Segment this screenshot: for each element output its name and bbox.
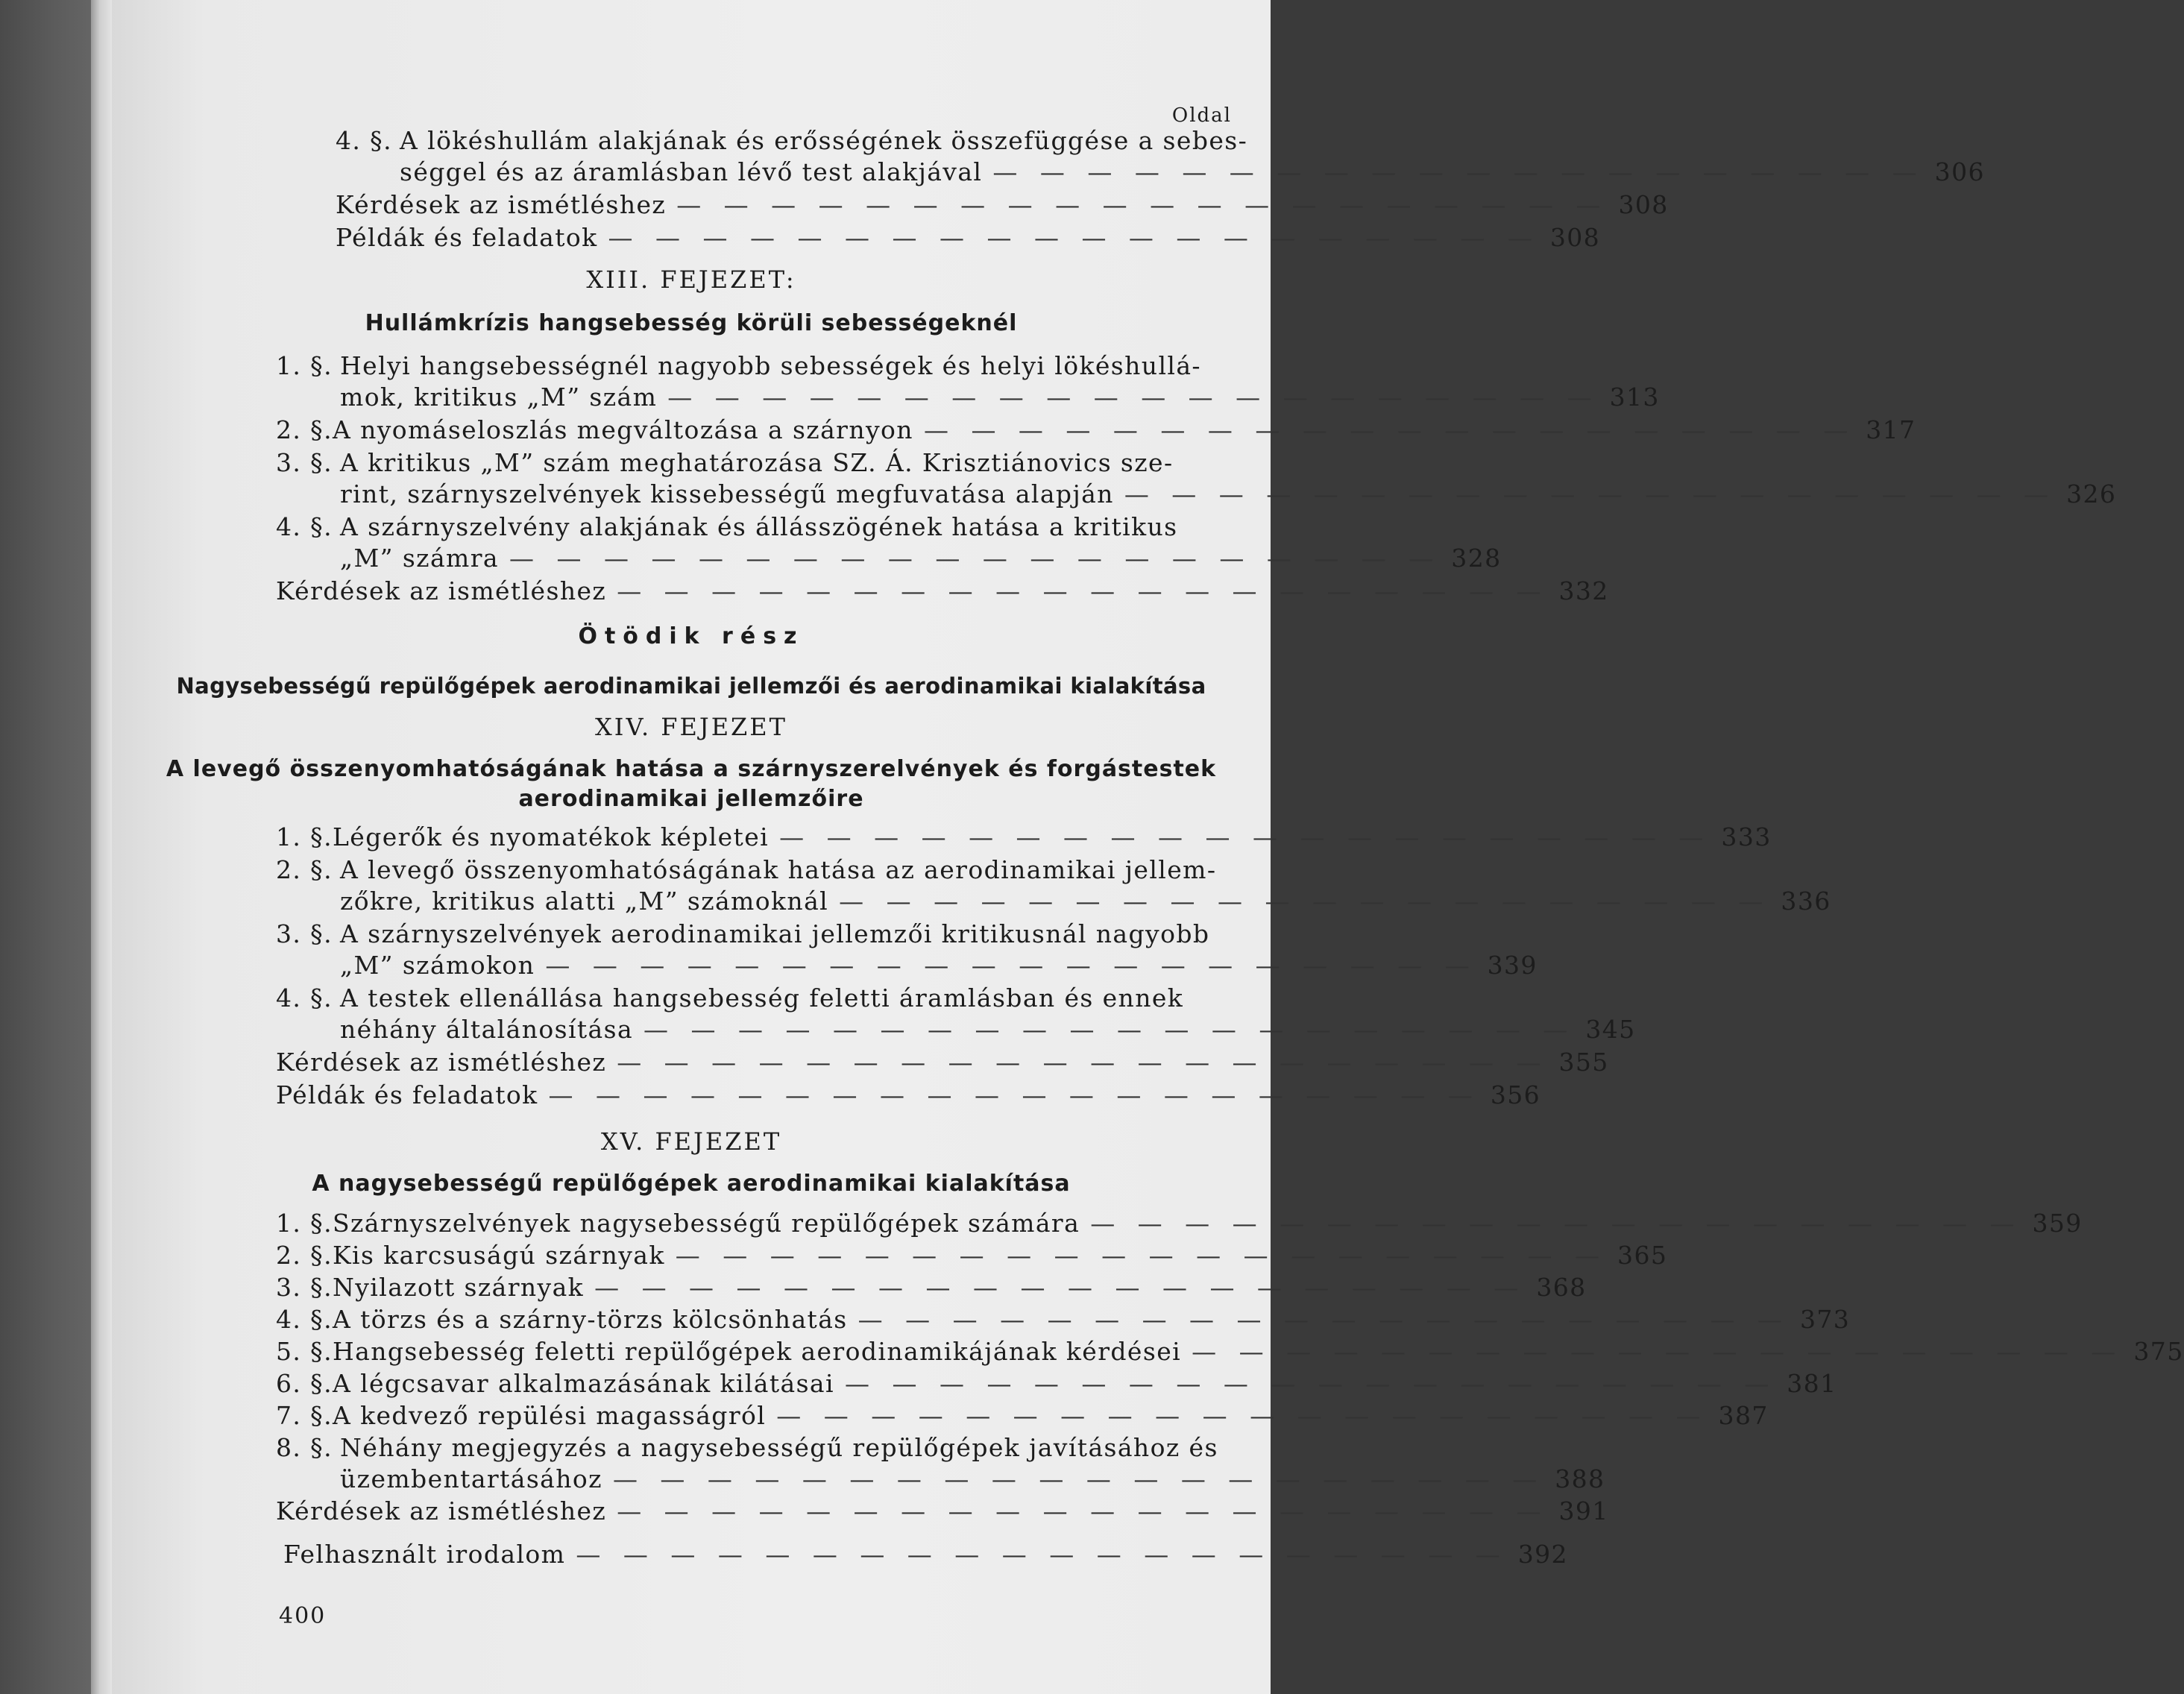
toc-entry <box>276 1496 1609 1527</box>
chapter-13-label: XIII. FEJEZET: <box>586 265 796 294</box>
toc-entry-text: Légerők és nyomatékok képletei <box>332 822 770 851</box>
toc-page-number: 355 <box>1558 1048 1609 1077</box>
chapter-15-label: XV. FEJEZET <box>600 1127 782 1156</box>
chapter-13-title: Hullámkrízis hangsebesség körüli sebességeknél <box>365 310 1018 336</box>
leader-dashes: — — — — — — — — — — — — — — — — — — — — <box>992 157 1925 186</box>
toc-entry-text: A lökéshullám alakjának és erősségének összefüggése a sebes- <box>400 126 1248 155</box>
leader-dashes: — — — — — — — — — — — — — — — — — — — — <box>509 544 1441 573</box>
toc-page-number: 336 <box>1781 887 1831 916</box>
toc-entry <box>276 1240 1668 1271</box>
toc-section-number: 3. §. <box>276 919 333 948</box>
toc-entry-text: Kérdések az ismétléshez <box>276 576 607 605</box>
toc-entry <box>276 1368 1837 1399</box>
leader-dashes: — — — — — — — — — — — — — — — — — — — — <box>923 415 1856 444</box>
leader-dashes: — — — — — — — — — — — — — — — — — — — — <box>675 1241 1608 1270</box>
toc-entry-text: A szárnyszelvények aerodinamikai jellemzői kritikusnál nagyobb <box>340 919 1210 948</box>
toc-entry-text: „M” számokon <box>340 951 535 980</box>
toc-section-number: 7. §. <box>276 1401 333 1430</box>
toc-page-number: 359 <box>2032 1209 2083 1238</box>
toc-entry-text: „M” számra <box>340 544 499 573</box>
chapter-14-title-line2: aerodinamikai jellemzőire <box>518 786 864 812</box>
page-number-footer: 400 <box>279 1603 327 1629</box>
part-5-label: Ötödik rész <box>578 623 805 649</box>
toc-entry-text: Kérdések az ismétléshez <box>276 1496 607 1525</box>
chapter-15-title: A nagysebességű repülőgépek aerodinamikai kialakítása <box>312 1171 1071 1197</box>
leader-dashes: — — — — — — — — — — — — — — — — — — — — <box>779 822 1711 851</box>
toc-entry-text: A nyomáseloszlás megváltozása a szárnyon <box>332 415 913 444</box>
toc-entry <box>276 511 1502 574</box>
toc-entry-text: A törzs és a szárny-törzs kölcsönhatás <box>332 1305 848 1334</box>
toc-entry <box>276 1400 1769 1432</box>
toc-entry <box>276 1047 1609 1078</box>
toc-entry-text: rint, szárnyszelvények kissebességű megfuvatása alapján <box>340 479 1114 508</box>
toc-entry-text: Kis karcsuságú szárnyak <box>332 1241 665 1270</box>
toc-entry <box>276 1080 1541 1111</box>
leader-dashes: — — — — — — — — — — — — — — — — — — — — <box>617 576 1549 605</box>
toc-entry-text: üzembentartásához <box>340 1464 602 1493</box>
toc-entry <box>276 1432 1605 1495</box>
leader-dashes: — — — — — — — — — — — — — — — — — — — — <box>548 1080 1480 1109</box>
toc-entry-text: A kedvező repülési magasságról <box>332 1401 767 1430</box>
toc-page-number: 356 <box>1490 1080 1541 1109</box>
leader-dashes: — — — — — — — — — — — — — — — — — — — — <box>617 1048 1549 1077</box>
toc-section-number: 4. §. <box>276 512 333 541</box>
toc-entry <box>276 1208 2083 1239</box>
leader-dashes: — — — — — — — — — — — — — — — — — — — — <box>1090 1209 2022 1238</box>
toc-entry-text: Szárnyszelvények nagysebességű repülőgépek számára <box>332 1209 1080 1238</box>
toc-entry-text: mok, kritikus „M” szám <box>340 382 658 412</box>
toc-section-number: 1. §. <box>276 1209 333 1238</box>
toc-entry <box>276 350 1660 413</box>
toc-page-number: 345 <box>1585 1015 1636 1044</box>
leader-dashes: — — — — — — — — — — — — — — — — — — — — <box>1124 479 2056 508</box>
leader-dashes: — — — — — — — — — — — — — — — — — — — — <box>643 1015 1576 1044</box>
toc-section-number: 3. §. <box>276 1273 333 1302</box>
toc-page-number: 368 <box>1536 1273 1587 1302</box>
toc-page-number: 326 <box>2066 479 2117 508</box>
chapter-14-title-line1: A levegő összenyomhatóságának hatása a szárnyszerelvények és forgástestek <box>166 756 1217 782</box>
leader-dashes: — — — — — — — — — — — — — — — — — — — — <box>839 887 1771 916</box>
toc-page-number: 373 <box>1799 1305 1851 1334</box>
toc-entry-text: A kritikus „M” szám meghatározása SZ. Á. Krisztiánovics sze- <box>340 448 1174 477</box>
toc-entry <box>276 1304 1851 1335</box>
part-5-title: Nagysebességű repülőgépek aerodinamikai jellemzői és aerodinamikai kialakítása <box>176 673 1206 699</box>
toc-page-number: 333 <box>1721 822 1772 851</box>
leader-dashes: — — — — — — — — — — — — — — — — — — — — <box>617 1496 1549 1525</box>
toc-page-number: 381 <box>1787 1369 1837 1398</box>
leader-dashes: — — — — — — — — — — — — — — — — — — — — <box>608 223 1540 252</box>
toc-entry <box>336 125 1985 188</box>
toc-entry <box>276 415 1916 446</box>
toc-section-number: 2. §. <box>276 1241 333 1270</box>
book-page <box>112 0 2184 1694</box>
toc-entry-text: A testek ellenállása hangsebesség feletti áramlásban és ennek <box>340 983 1184 1013</box>
toc-section-number: 1. §. <box>276 822 333 851</box>
toc-section-number: 4. §. <box>276 1305 333 1334</box>
toc-entry-text: Hangsebesség feletti repülőgépek aerodinamikájának kérdései <box>332 1337 1182 1366</box>
toc-section-number: 2. §. <box>276 855 333 884</box>
toc-page-number: 308 <box>1618 190 1669 219</box>
toc-entry-text: Nyilazott szárnyak <box>332 1273 585 1302</box>
toc-entry <box>276 854 1831 917</box>
toc-section-number: 8. §. <box>276 1433 333 1462</box>
toc-entry-text: séggel és az áramlásban lévő test alakjával <box>400 157 983 186</box>
toc-entry-text: A légcsavar alkalmazásának kilátásai <box>332 1369 834 1398</box>
toc-entry-literature <box>283 1539 1568 1570</box>
toc-section-number: 3. §. <box>276 448 333 477</box>
leader-dashes: — — — — — — — — — — — — — — — — — — — — <box>857 1305 1790 1334</box>
toc-entry <box>336 222 1601 254</box>
leader-dashes: — — — — — — — — — — — — — — — — — — — — <box>545 951 1477 980</box>
leader-dashes: — — — — — — — — — — — — — — — — — — — — <box>667 382 1599 412</box>
leader-dashes: — — — — — — — — — — — — — — — — — — — — <box>612 1464 1545 1493</box>
toc-entry <box>276 983 1636 1045</box>
toc-page-number: 365 <box>1617 1241 1668 1270</box>
toc-entry-text: Példák és feladatok <box>276 1080 538 1109</box>
leader-dashes: — — — — — — — — — — — — — — — — — — — — <box>576 1540 1508 1569</box>
toc-page-number: 308 <box>1549 223 1601 252</box>
toc-entry <box>276 822 1772 853</box>
leader-dashes: — — — — — — — — — — — — — — — — — — — — <box>1192 1337 2124 1366</box>
toc-section-number: 5. §. <box>276 1337 333 1366</box>
leader-dashes: — — — — — — — — — — — — — — — — — — — — <box>676 190 1608 219</box>
toc-entry <box>276 447 2117 510</box>
page-edge <box>91 0 113 1694</box>
toc-entry-text: Helyi hangsebességnél nagyobb sebességek és helyi lökéshullá- <box>340 351 1201 380</box>
toc-entry <box>336 189 1669 221</box>
toc-page-number: 388 <box>1555 1464 1605 1493</box>
leader-dashes: — — — — — — — — — — — — — — — — — — — — <box>776 1401 1708 1430</box>
toc-page-number: 328 <box>1451 544 1502 573</box>
toc-entry <box>276 1272 1587 1303</box>
toc-page-number: 339 <box>1487 951 1538 980</box>
table-of-contents <box>112 0 2184 1694</box>
toc-entry <box>276 1336 2184 1367</box>
toc-entry-text: Kérdések az ismétléshez <box>336 190 667 219</box>
toc-entry-text: néhány általánosítása <box>340 1015 634 1044</box>
toc-section-number: 1. §. <box>276 351 333 380</box>
toc-section-number: 4. §. <box>336 126 392 155</box>
toc-page-number: 313 <box>1609 382 1660 412</box>
leader-dashes: — — — — — — — — — — — — — — — — — — — — <box>594 1273 1526 1302</box>
toc-page-number: 317 <box>1866 415 1916 444</box>
toc-entry <box>276 576 1609 607</box>
toc-page-number: 332 <box>1558 576 1609 605</box>
toc-entry-text: zőkre, kritikus alatti „M” számoknál <box>340 887 829 916</box>
chapter-14-label: XIV. FEJEZET <box>595 713 787 741</box>
toc-page-number: 387 <box>1718 1401 1769 1430</box>
toc-section-number: 6. §. <box>276 1369 333 1398</box>
toc-entry-text: A szárnyszelvény alakjának és állásszögének hatása a kritikus <box>340 512 1178 541</box>
toc-page-number: 375 <box>2133 1337 2184 1366</box>
column-header-oldal: Oldal <box>1171 104 1232 127</box>
toc-section-number: 2. §. <box>276 415 333 444</box>
toc-entry-text: Néhány megjegyzés a nagysebességű repülőgépek javításához és <box>340 1433 1218 1462</box>
toc-page-number: 306 <box>1934 157 1985 186</box>
toc-entry-text: Felhasznált irodalom <box>283 1540 566 1569</box>
toc-page-number: 392 <box>1517 1540 1568 1569</box>
leader-dashes: — — — — — — — — — — — — — — — — — — — — <box>844 1369 1777 1398</box>
toc-entry <box>276 919 1538 981</box>
toc-entry-text: Példák és feladatok <box>336 223 598 252</box>
toc-page-number: 391 <box>1558 1496 1609 1525</box>
toc-entry-text: Kérdések az ismétléshez <box>276 1048 607 1077</box>
toc-section-number: 4. §. <box>276 983 333 1013</box>
toc-entry-text: A levegő összenyomhatóságának hatása az aerodinamikai jellem- <box>340 855 1217 884</box>
